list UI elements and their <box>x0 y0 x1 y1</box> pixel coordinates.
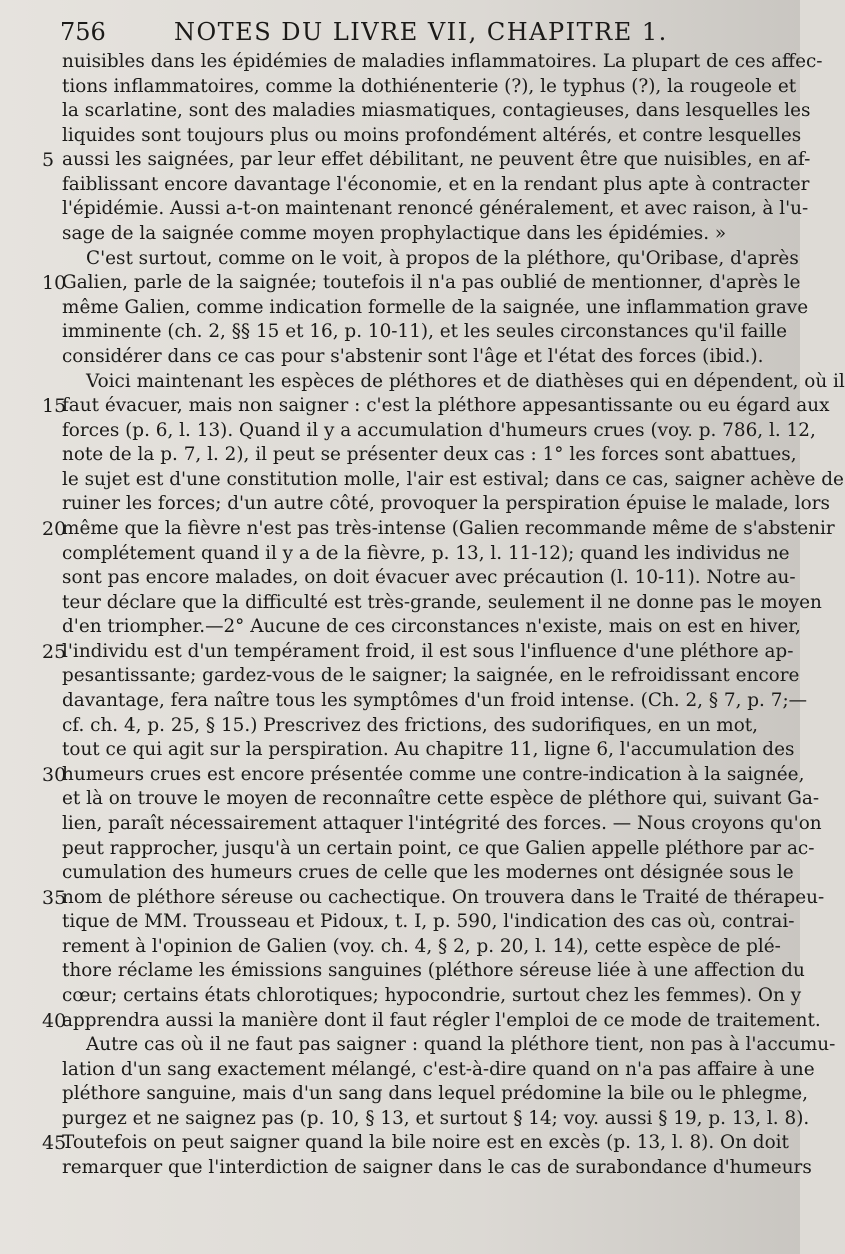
line-text: Galien, parle de la saignée; toutefois il n'a pas oublié de mentionner, d'après le <box>62 272 801 294</box>
line-text: C'est surtout, comme on le voit, à propos de la pléthore, qu'Oribase, d'après <box>86 247 799 269</box>
line-text: le sujet est d'une constitution molle, l'air est estival; dans ce cas, saigner achève de <box>62 468 844 490</box>
text-line <box>42 394 830 419</box>
line-text: Toutefois on peut saigner quand la bile noire est en excès (p. 13, l. 8). On doit <box>62 1132 789 1154</box>
text-line <box>62 370 845 395</box>
line-text: la scarlatine, sont des maladies miasmatiques, contagieuses, dans lesquelles les <box>62 100 811 122</box>
line-number: 30 <box>42 763 67 786</box>
line-text: note de la p. 7, l. 2), il peut se présenter deux cas : 1° les forces sont abattues, <box>62 444 797 466</box>
line-text: Autre cas où il ne faut pas saigner : quand la pléthore tient, non pas à l'accumu- <box>86 1034 836 1056</box>
line-text: Voici maintenant les espèces de pléthores et de diathèses qui en dépendent, où il <box>86 370 845 392</box>
line-text: cœur; certains états chlorotiques; hypocondrie, surtout chez les femmes). On y <box>62 984 802 1006</box>
line-text: imminente (ch. 2, §§ 15 et 16, p. 10-11), et les seules circonstances qu'il faille <box>62 321 788 343</box>
line-text: davantage, fera naître tous les symptômes d'un froid intense. (Ch. 2, § 7, p. 7;— <box>62 690 808 712</box>
line-text: nom de pléthore séreuse ou cachectique. On trouvera dans le Traité de thérapeu- <box>62 886 825 908</box>
text-line <box>62 591 822 616</box>
line-text: lien, paraît nécessairement attaquer l'intégrité des forces. — Nous croyons qu'on <box>62 812 822 834</box>
line-text: cumulation des humeurs crues de celle que les modernes ont désignée sous le <box>62 862 794 884</box>
text-line <box>62 1058 815 1083</box>
page-number: 756 <box>60 18 106 46</box>
text-line <box>62 443 797 468</box>
line-text: tions inflammatoires, comme la dothiénenterie (?), le typhus (?), la rougeole et <box>62 75 797 97</box>
line-text: pesantissante; gardez-vous de le saigner; la saignée, en le refroidissant encore <box>62 665 800 687</box>
text-line <box>62 910 795 935</box>
text-line <box>62 787 820 812</box>
line-text: et là on trouve le moyen de reconnaître cette espèce de pléthore qui, suivant Ga- <box>62 788 820 810</box>
text-line <box>62 50 823 75</box>
text-line <box>62 837 815 862</box>
line-text: purgez et ne saignez pas (p. 10, § 13, et surtout § 14; voy. aussi § 19, p. 13, l. 8). <box>62 1107 810 1129</box>
line-text: tout ce qui agit sur la perspiration. Au chapitre 11, ligne 6, l'accumulation des <box>62 739 795 761</box>
page-header <box>0 16 800 50</box>
line-text: même que la fièvre n'est pas très-intense (Galien recommande même de s'abstenir <box>62 517 835 539</box>
text-line <box>62 959 805 984</box>
line-text: liquides sont toujours plus ou moins profondément altérés, et contre lesquelles <box>62 124 802 146</box>
text-line <box>62 99 811 124</box>
line-text: complétement quand il y a de la fièvre, p. 13, l. 11-12); quand les individus ne <box>62 542 790 564</box>
text-line <box>42 271 801 296</box>
text-line <box>62 812 822 837</box>
text-line <box>62 542 790 567</box>
line-text: humeurs crues est encore présentée comme une contre-indication à la saignée, <box>62 763 805 785</box>
text-line <box>62 173 810 198</box>
line-text: aussi les saignées, par leur effet débilitant, ne peuvent être que nuisibles, en af- <box>62 149 811 171</box>
text-line <box>42 886 825 911</box>
body-text <box>42 50 845 1181</box>
line-text: lation d'un sang exactement mélangé, c'est-à-dire quand on n'a pas affaire à une <box>62 1058 815 1080</box>
line-text: tique de MM. Trousseau et Pidoux, t. I, p. 590, l'indication des cas où, contrai- <box>62 911 795 933</box>
line-text: faut évacuer, mais non saigner : c'est la pléthore appesantissante ou eu égard aux <box>62 395 830 417</box>
text-line <box>62 738 795 763</box>
line-text: forces (p. 6, l. 13). Quand il y a accumulation d'humeurs crues (voy. p. 786, l. 12, <box>62 419 816 441</box>
text-line <box>62 566 796 591</box>
text-line <box>62 296 809 321</box>
line-number: 35 <box>42 886 67 909</box>
text-line <box>62 984 802 1009</box>
text-line <box>42 1131 789 1156</box>
line-text: d'en triompher.—2° Aucune de ces circonstances n'existe, mais on est en hiver, <box>62 616 801 638</box>
text-line <box>42 1009 821 1034</box>
text-line <box>62 222 748 247</box>
line-number: 15 <box>42 395 67 418</box>
line-text: remarquer que l'interdiction de saigner dans le cas de surabondance d'humeurs <box>62 1157 812 1179</box>
text-line <box>42 517 835 542</box>
text-line <box>62 124 802 149</box>
line-text: considérer dans ce cas pour s'abstenir sont l'âge et l'état des forces (ibid.). <box>62 345 764 367</box>
line-text: pléthore sanguine, mais d'un sang dans lequel prédomine la bile ou le phlegme, <box>62 1083 809 1105</box>
running-title: NOTES DU LIVRE VII, CHAPITRE 1. <box>174 18 668 46</box>
line-number: 20 <box>42 517 67 540</box>
line-number: 40 <box>42 1009 67 1032</box>
text-line <box>42 640 794 665</box>
text-line <box>62 320 788 345</box>
text-line <box>62 1033 836 1058</box>
line-text: même Galien, comme indication formelle de la saignée, une inflammation grave <box>62 296 809 318</box>
line-text: sage de la saignée comme moyen prophylactique dans les épidémies. » <box>62 223 727 245</box>
line-text: peut rapprocher, jusqu'à un certain point, ce que Galien appelle pléthore par ac- <box>62 837 815 859</box>
line-text: faiblissant encore davantage l'économie, et en la rendant plus apte à contracter <box>62 173 810 195</box>
text-line <box>62 689 808 714</box>
line-number: 10 <box>42 272 67 295</box>
text-line <box>62 935 781 960</box>
text-line <box>62 468 844 493</box>
line-text: cf. ch. 4, p. 25, § 15.) Prescrivez des frictions, des sudorifiques, en un mot, <box>62 714 759 736</box>
line-text: ruiner les forces; d'un autre côté, provoquer la perspiration épuise le malade, lors <box>62 493 830 515</box>
text-line <box>62 492 830 517</box>
line-text: apprendra aussi la manière dont il faut régler l'emploi de ce mode de traitement. <box>62 1009 821 1031</box>
text-line <box>62 714 759 739</box>
line-text: l'épidémie. Aussi a-t-on maintenant renoncé généralement, et avec raison, à l'u- <box>62 198 809 220</box>
line-text: sont pas encore malades, on doit évacuer avec précaution (l. 10-11). Notre au- <box>62 567 796 589</box>
text-line <box>62 1082 809 1107</box>
line-text: nuisibles dans les épidémies de maladies inflammatoires. La plupart de ces affec- <box>62 51 823 72</box>
line-number: 25 <box>42 640 67 663</box>
text-line <box>42 763 805 788</box>
text-line <box>62 75 797 100</box>
text-line <box>62 345 764 370</box>
text-line <box>62 861 794 886</box>
text-line <box>62 1156 812 1181</box>
line-text: l'individu est d'un tempérament froid, il est sous l'influence d'une pléthore ap- <box>62 640 794 662</box>
line-number: 45 <box>42 1132 67 1155</box>
text-line <box>62 419 816 444</box>
line-text: teur déclare que la difficulté est très-grande, seulement il ne donne pas le moyen <box>62 591 822 613</box>
line-text: rement à l'opinion de Galien (voy. ch. 4, § 2, p. 20, l. 14), cette espèce de plé- <box>62 935 781 957</box>
text-line <box>62 247 799 272</box>
line-number: 5 <box>42 149 55 172</box>
text-line <box>62 197 809 222</box>
text-line <box>62 615 801 640</box>
line-text: thore réclame les émissions sanguines (pléthore séreuse liée à une affection du <box>62 960 805 982</box>
text-line <box>62 1107 810 1132</box>
text-line <box>62 664 800 689</box>
text-line <box>42 148 811 173</box>
